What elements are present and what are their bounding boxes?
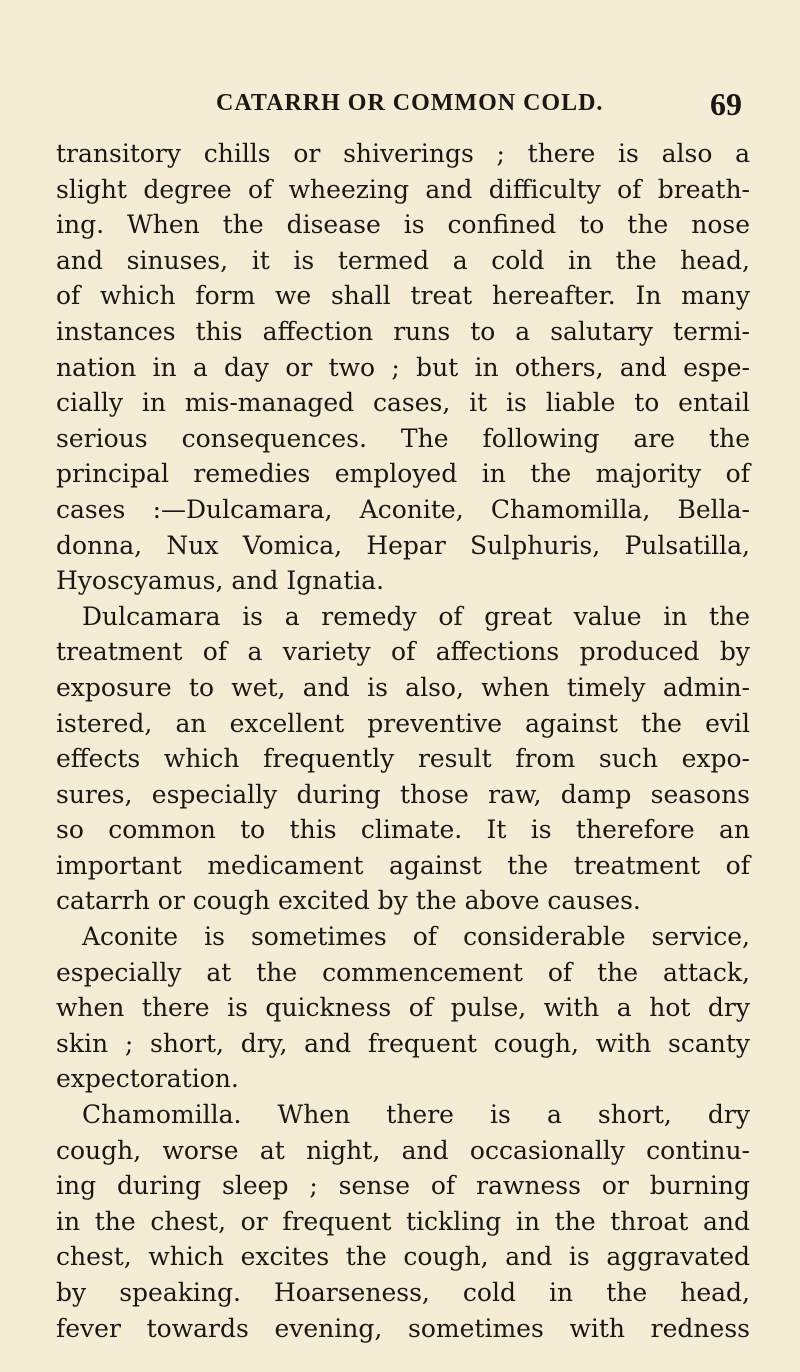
text-line: important medicament against the treatment of [56, 850, 750, 880]
text-line: exposure to wet, and is also, when timely admin- [56, 672, 750, 702]
page-number: 69 [710, 86, 742, 122]
text-line: skin ; short, dry, and frequent cough, with scanty [56, 1028, 750, 1058]
text-line: Hyoscyamus, and Ignatia. [56, 566, 385, 596]
text-line: catarrh or cough excited by the above causes. [56, 886, 641, 916]
text-line: donna, Nux Vomica, Hepar Sulphuris, Pulsatilla, [56, 530, 750, 560]
text-line: so common to this climate. It is therefore an [56, 815, 750, 845]
text-line: chest, which excites the cough, and is aggravated [56, 1242, 750, 1272]
text-line: expectoration. [56, 1064, 239, 1094]
text-line: istered, an excellent preventive against the evil [56, 708, 750, 738]
text-line: of which form we shall treat hereafter. In many [56, 281, 750, 311]
text-line: cially in mis-managed cases, it is liable to entail [56, 388, 750, 418]
text-line: sures, especially during those raw, damp seasons [56, 779, 750, 809]
text-line: and sinuses, it is termed a cold in the head, [56, 245, 750, 275]
text-line: cases :—Dulcamara, Aconite, Chamomilla, Bella- [56, 494, 750, 524]
text-line: ing during sleep ; sense of rawness or burning [56, 1171, 750, 1201]
text-line: especially at the commencement of the attack, [56, 957, 750, 987]
page-header [56, 86, 750, 130]
text-line: Chamomilla. When there is a short, dry [82, 1100, 750, 1130]
text-line: cough, worse at night, and occasionally continu- [56, 1135, 750, 1165]
text-line: instances this affection runs to a salutary termi- [56, 316, 750, 346]
text-line: nation in a day or two ; but in others, and espe- [56, 352, 750, 382]
text-line: when there is quickness of pulse, with a hot dry [56, 993, 750, 1023]
text-line: serious consequences. The following are the [56, 423, 750, 453]
text-line: in the chest, or frequent tickling in the throat and [56, 1206, 750, 1236]
text-line: transitory chills or shiverings ; there is also a [56, 139, 750, 168]
text-line: by speaking. Hoarseness, cold in the head, [56, 1278, 750, 1307]
text-line: slight degree of wheezing and difficulty of breath- [56, 174, 750, 204]
text-line: principal remedies employed in the majority of [56, 459, 750, 489]
body-text [56, 136, 750, 1346]
text-line: effects which frequently result from such expo- [56, 744, 750, 774]
text-line: Aconite is sometimes of considerable service, [82, 922, 750, 952]
text-line: ing. When the disease is confined to the nose [56, 210, 750, 240]
text-line: fever towards evening, sometimes with redness [56, 1313, 750, 1343]
text-line: Dulcamara is a remedy of great value in the [82, 601, 750, 631]
text-line: treatment of a variety of affections produced by [56, 637, 750, 667]
running-title: CATARRH OR COMMON COLD. [216, 90, 604, 116]
